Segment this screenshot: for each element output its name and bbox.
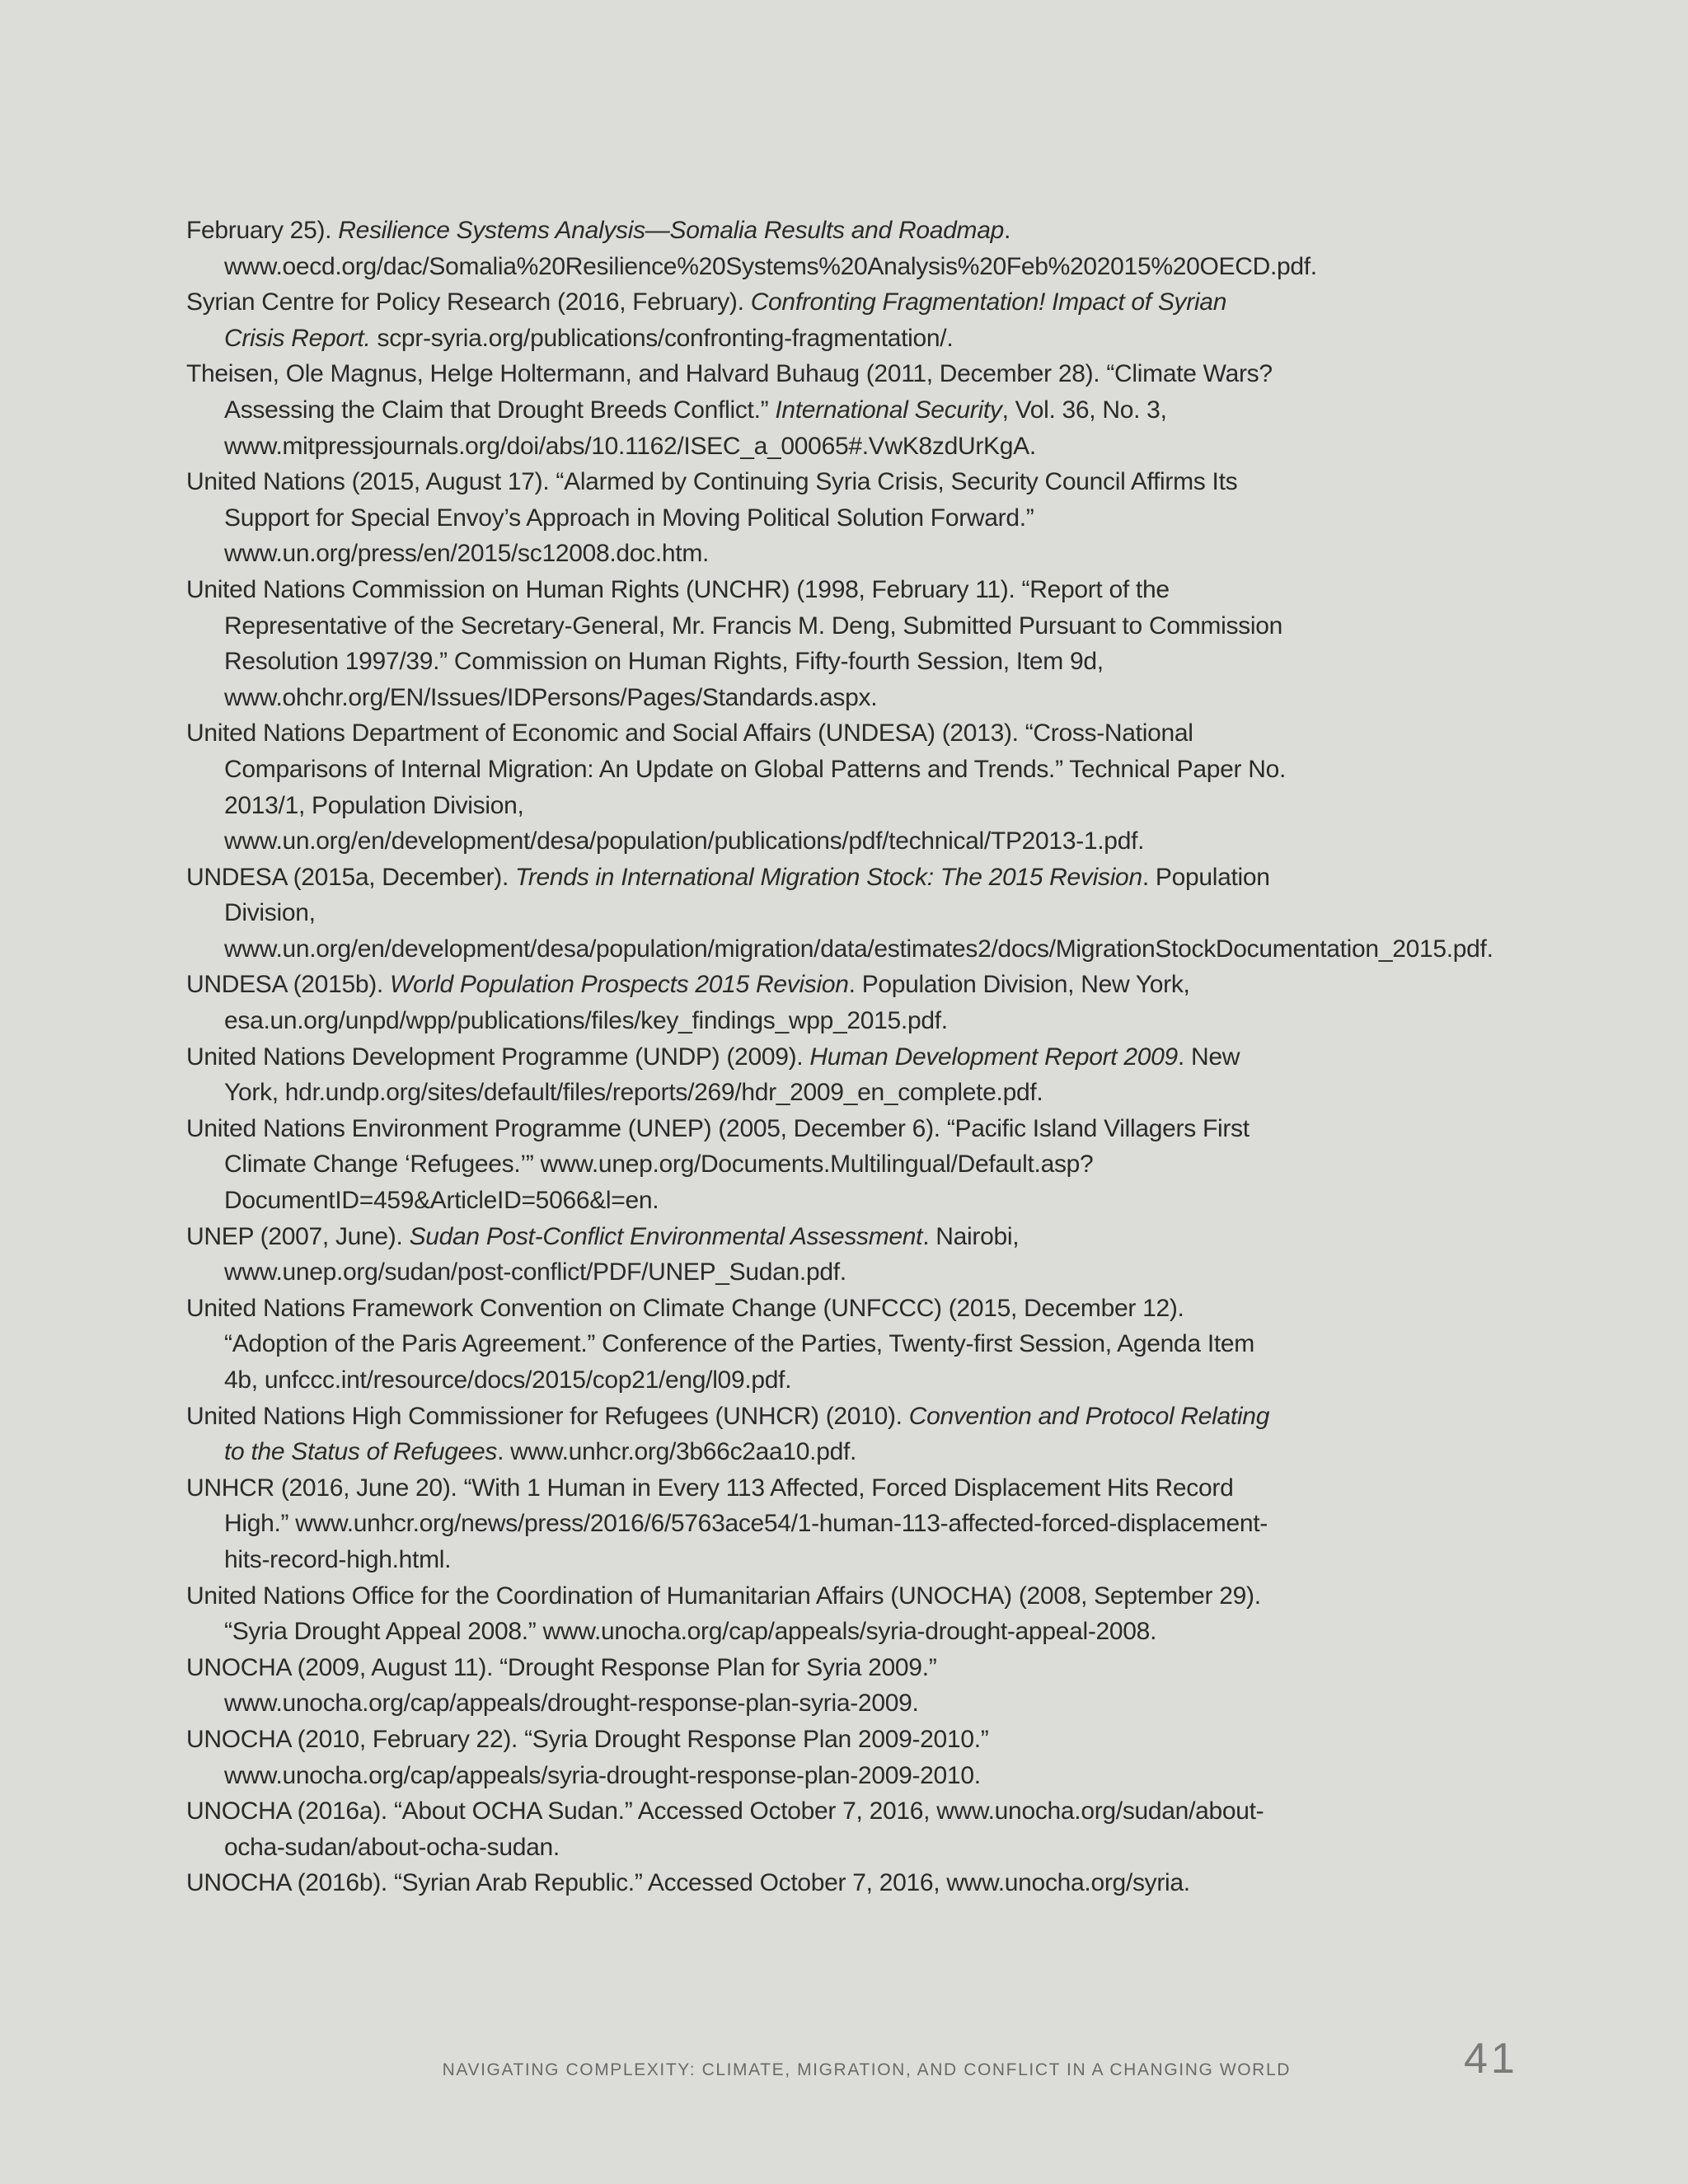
reference-entry [186, 860, 1493, 968]
reference-entry [186, 715, 1291, 859]
reference-text: Syrian Centre for Policy Research (2016, February). [186, 288, 751, 316]
reference-text: United Nations Commission on Human Rights (UNCHR) (1998, February 11). “Report of the Representative of the Secretary-General, Mr. Francis M. Deng, Submitted Pursuant to Commission Resolution 1997/39.” Commission on Human Rights, Fifty-fourth Session, Item 9d, www.ohchr.org/EN/Issues/IDPersons/Pages/Standards.aspx. [186, 575, 1283, 711]
reference-title: Confronting Fragmentation! Impact of Syrian Crisis Report. [224, 288, 1227, 352]
reference-entry [186, 1219, 1291, 1291]
reference-text: . Population Division, www.un.org/en/development/desa/population/migration/data/estimates2/docs/MigrationStockDocumentation_2015.pdf. [224, 863, 1493, 963]
reference-entry [186, 1291, 1291, 1399]
reference-text: United Nations Framework Convention on Climate Change (UNFCCC) (2015, December 12). “Adoption of the Paris Agreement.” Conference of the Parties, Twenty-first Session, Agenda Item 4b, unfccc.int/resource/docs/2015/cop21/eng/l09.pdf. [186, 1294, 1254, 1394]
reference-text: , Vol. 36, No. 3, www.mitpressjournals.org/doi/abs/10.1162/ISEC_a_00065#.VwK8zdUrKgA. [224, 396, 1167, 460]
reference-entry [186, 464, 1291, 572]
reference-entry [186, 1578, 1291, 1650]
reference-text: United Nations Development Programme (UNDP) (2009). [186, 1043, 810, 1071]
reference-entry [186, 1650, 1291, 1722]
page-number: 41 [1464, 2035, 1518, 2083]
reference-title: Sudan Post-Conflict Environmental Assessment [409, 1222, 923, 1250]
reference-text: scpr-syria.org/publications/confronting-fragmentation/. [370, 324, 954, 352]
reference-entry [186, 1793, 1291, 1865]
reference-entry [186, 1111, 1291, 1219]
reference-text: . www.unhcr.org/3b66c2aa10.pdf. [497, 1438, 857, 1466]
reference-text: United Nations Office for the Coordination of Humanitarian Affairs (UNOCHA) (2008, September 29). “Syria Drought Appeal 2008.” www.unocha.org/cap/appeals/syria-drought-appeal-2008. [186, 1582, 1261, 1646]
reference-entry [186, 1039, 1291, 1111]
reference-entry [186, 356, 1291, 464]
reference-title: International Security [775, 396, 1002, 424]
reference-text: United Nations Department of Economic and Social Affairs (UNDESA) (2013). “Cross-National Comparisons of Internal Migration: An Update on Global Patterns and Trends.” Technical Paper No. 2013/1, Population Division, www.un.org/en/development/desa/population/publications/pdf/technical/TP2013-1.pdf. [186, 719, 1287, 855]
reference-text: UNOCHA (2016a). “About OCHA Sudan.” Accessed October 7, 2016, www.unocha.org/sudan/about-ocha-sudan/about-ocha-sudan. [186, 1797, 1264, 1861]
reference-entry [186, 213, 1317, 284]
reference-list [186, 213, 1493, 1901]
reference-text: United Nations High Commissioner for Refugees (UNHCR) (2010). [186, 1402, 909, 1430]
reference-title: Trends in International Migration Stock: The 2015 Revision [515, 863, 1142, 891]
running-footer: NAVIGATING COMPLEXITY: CLIMATE, MIGRATION, AND CONFLICT IN A CHANGING WORLD [442, 2060, 1291, 2079]
reference-entry [186, 284, 1291, 356]
reference-text: . www.oecd.org/dac/Somalia%20Resilience%20Systems%20Analysis%20Feb%202015%20OECD.pdf. [224, 217, 1317, 280]
reference-text: UNHCR (2016, June 20). “With 1 Human in Every 113 Affected, Forced Displacement Hits Record High.” www.unhcr.org/news/press/2016/6/5763ace54/1-human-113-affected-forced-displacement-hits-record-high.html. [186, 1474, 1268, 1573]
reference-text: UNEP (2007, June). [186, 1222, 410, 1250]
reference-entry [186, 967, 1291, 1038]
reference-text: UNDESA (2015b). [186, 971, 390, 999]
reference-text: February 25). [186, 217, 339, 244]
reference-text: . Nairobi, www.unep.org/sudan/post-conflict/PDF/UNEP_Sudan.pdf. [224, 1222, 1020, 1286]
reference-entry [186, 1470, 1291, 1578]
reference-text: UNOCHA (2010, February 22). “Syria Drought Response Plan 2009-2010.” www.unocha.org/cap/appeals/syria-drought-response-plan-2009-2010. [186, 1725, 989, 1789]
reference-entry [186, 1722, 1291, 1793]
reference-text: UNOCHA (2009, August 11). “Drought Response Plan for Syria 2009.” www.unocha.org/cap/appeals/drought-response-plan-syria-2009. [186, 1653, 937, 1718]
reference-title: Resilience Systems Analysis—Somalia Results and Roadmap [338, 217, 1004, 244]
reference-title: Convention and Protocol Relating to the Status of Refugees [224, 1402, 1270, 1466]
reference-text: Theisen, Ole Magnus, Helge Holtermann, and Halvard Buhaug (2011, December 28). “Climate Wars? Assessing the Claim that Drought Breeds Conflict.” [186, 360, 1273, 424]
reference-text: United Nations (2015, August 17). “Alarmed by Continuing Syria Crisis, Security Council Affirms Its Support for Special Envoy’s Approach in Moving Political Solution Forward.” www.un.org/press/en/2015/sc12008.doc.htm. [186, 468, 1238, 568]
reference-text: United Nations Environment Programme (UNEP) (2005, December 6). “Pacific Island Villagers First Climate Change ‘Refugees.’” www.unep.org/Documents.Multilingual/Default.asp?DocumentID=459&ArticleID=5066&l=en. [186, 1114, 1250, 1215]
reference-text: . Population Division, New York, esa.un.org/unpd/wpp/publications/files/key_findings_wpp_2015.pdf. [224, 971, 1190, 1035]
reference-entry [186, 1865, 1291, 1901]
reference-text: UNDESA (2015a, December). [186, 863, 516, 891]
reference-text: . New York, hdr.undp.org/sites/default/files/reports/269/hdr_2009_en_complete.pdf. [224, 1043, 1240, 1107]
reference-title: Human Development Report 2009 [809, 1043, 1178, 1071]
reference-entry [186, 1399, 1291, 1470]
reference-text: UNOCHA (2016b). “Syrian Arab Republic.” Accessed October 7, 2016, www.unocha.org/syria. [186, 1869, 1190, 1897]
reference-entry [186, 572, 1291, 715]
reference-title: World Population Prospects 2015 Revision [389, 971, 849, 999]
